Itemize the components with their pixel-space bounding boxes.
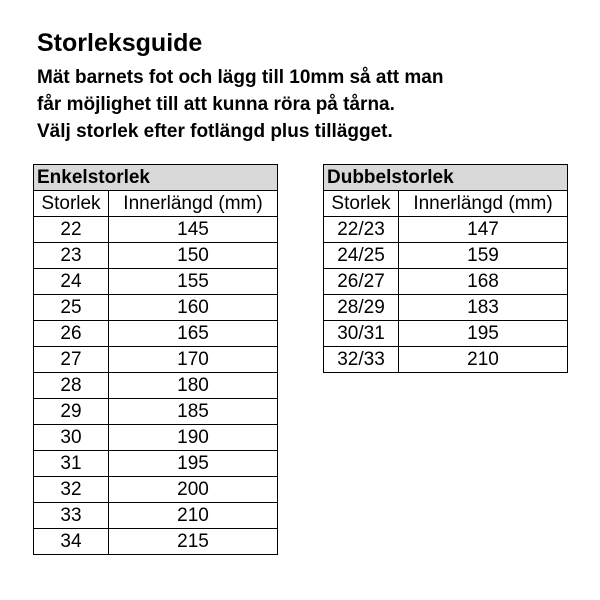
length-cell: 168 bbox=[399, 269, 568, 295]
size-cell: 23 bbox=[34, 243, 109, 269]
table-row bbox=[34, 451, 278, 477]
table-row bbox=[34, 243, 278, 269]
table-row bbox=[34, 269, 278, 295]
length-cell: 200 bbox=[109, 477, 278, 503]
intro-line: får möjlighet till att kunna röra på tårna. bbox=[37, 94, 395, 115]
table-heading: Enkelstorlek bbox=[34, 165, 278, 191]
size-cell: 25 bbox=[34, 295, 109, 321]
size-cell: 22 bbox=[34, 217, 109, 243]
table-row bbox=[34, 217, 278, 243]
table-row bbox=[34, 373, 278, 399]
table-body bbox=[324, 217, 568, 373]
size-cell: 29 bbox=[34, 399, 109, 425]
table-row bbox=[34, 399, 278, 425]
size-cell: 24 bbox=[34, 269, 109, 295]
length-cell: 165 bbox=[109, 321, 278, 347]
length-cell: 150 bbox=[109, 243, 278, 269]
table-row bbox=[324, 321, 568, 347]
double-size-table bbox=[323, 164, 568, 373]
intro-text bbox=[37, 64, 443, 145]
length-cell: 210 bbox=[399, 347, 568, 373]
length-cell: 185 bbox=[109, 399, 278, 425]
table-row bbox=[324, 243, 568, 269]
table-row bbox=[324, 295, 568, 321]
size-cell: 22/23 bbox=[324, 217, 399, 243]
length-cell: 145 bbox=[109, 217, 278, 243]
length-cell: 210 bbox=[109, 503, 278, 529]
column-header-size: Storlek bbox=[34, 191, 109, 217]
size-cell: 34 bbox=[34, 529, 109, 555]
length-cell: 159 bbox=[399, 243, 568, 269]
intro-line: Välj storlek efter fotlängd plus tillägget. bbox=[37, 121, 393, 142]
size-cell: 30 bbox=[34, 425, 109, 451]
length-cell: 180 bbox=[109, 373, 278, 399]
table-row bbox=[34, 529, 278, 555]
size-cell: 31 bbox=[34, 451, 109, 477]
length-cell: 155 bbox=[109, 269, 278, 295]
table-row bbox=[324, 217, 568, 243]
page-title: Storleksguide bbox=[37, 29, 203, 57]
table-heading: Dubbelstorlek bbox=[324, 165, 568, 191]
table-row bbox=[34, 477, 278, 503]
length-cell: 195 bbox=[399, 321, 568, 347]
size-cell: 32 bbox=[34, 477, 109, 503]
column-header-size: Storlek bbox=[324, 191, 399, 217]
size-cell: 26/27 bbox=[324, 269, 399, 295]
length-cell: 170 bbox=[109, 347, 278, 373]
table-row bbox=[34, 295, 278, 321]
table-row bbox=[324, 269, 568, 295]
length-cell: 147 bbox=[399, 217, 568, 243]
size-cell: 33 bbox=[34, 503, 109, 529]
column-header-length: Innerlängd (mm) bbox=[399, 191, 568, 217]
size-cell: 30/31 bbox=[324, 321, 399, 347]
single-size-table bbox=[33, 164, 278, 555]
size-cell: 32/33 bbox=[324, 347, 399, 373]
table-body bbox=[34, 217, 278, 555]
table-row bbox=[34, 503, 278, 529]
size-cell: 28/29 bbox=[324, 295, 399, 321]
size-cell: 27 bbox=[34, 347, 109, 373]
size-cell: 28 bbox=[34, 373, 109, 399]
length-cell: 190 bbox=[109, 425, 278, 451]
intro-line: Mät barnets fot och lägg till 10mm så att man bbox=[37, 67, 444, 88]
table-row bbox=[324, 347, 568, 373]
length-cell: 183 bbox=[399, 295, 568, 321]
length-cell: 215 bbox=[109, 529, 278, 555]
table-row bbox=[34, 425, 278, 451]
size-cell: 24/25 bbox=[324, 243, 399, 269]
length-cell: 160 bbox=[109, 295, 278, 321]
size-cell: 26 bbox=[34, 321, 109, 347]
table-row bbox=[34, 347, 278, 373]
table-row bbox=[34, 321, 278, 347]
column-header-length: Innerlängd (mm) bbox=[109, 191, 278, 217]
length-cell: 195 bbox=[109, 451, 278, 477]
